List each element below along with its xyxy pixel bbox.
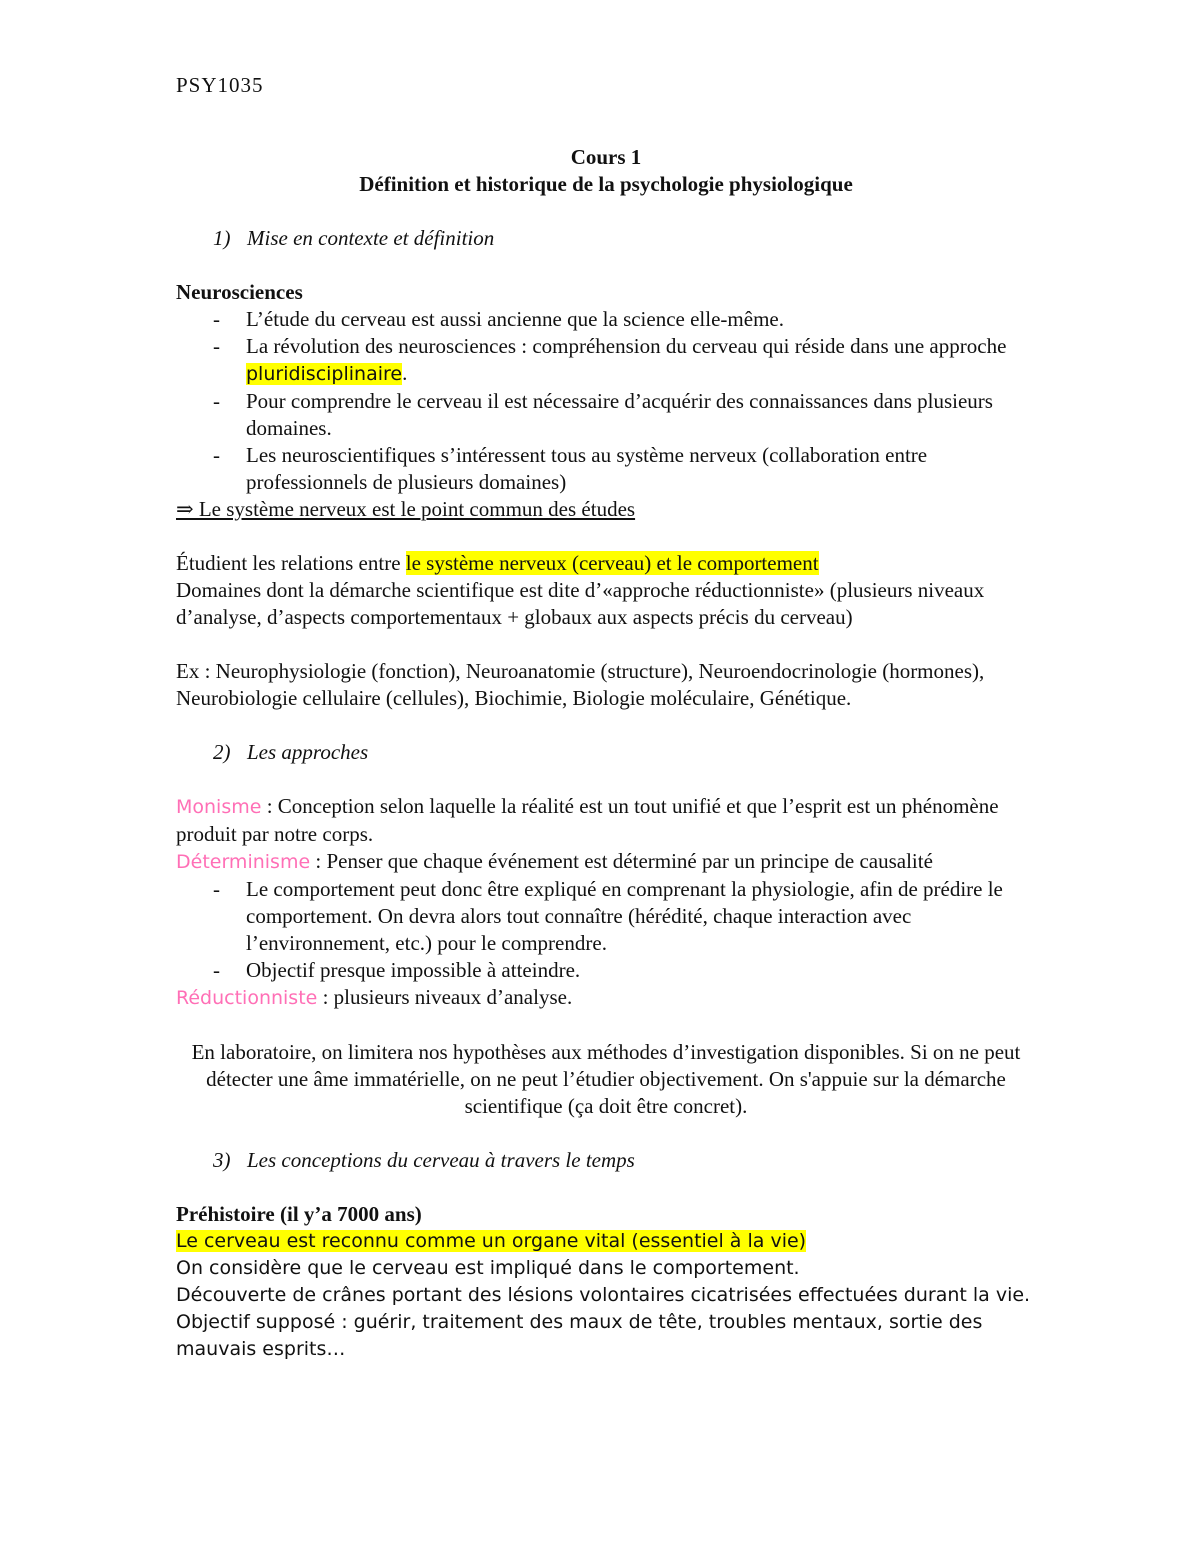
section-1-heading: [213, 225, 1036, 252]
prehistoire-heading: Préhistoire (il y’a 7000 ans): [176, 1202, 422, 1226]
prehistoire-line-1: On considère que le cerveau est impliqué dans le comportement.: [176, 1257, 800, 1279]
list-item: - Objectif presque impossible à atteindre.: [213, 958, 581, 982]
term-determinisme: Déterminisme: [176, 851, 311, 873]
document-body: [176, 144, 1036, 1363]
section-1-title: Mise en contexte et définition: [247, 226, 495, 250]
determinisme-list: [176, 876, 1036, 984]
list-item: - Pour comprendre le cerveau il est nécessaire d’acquérir des connaissances dans plusieurs domaines.: [213, 389, 993, 440]
course-number-title: Cours 1: [570, 145, 642, 169]
highlighted-text: Le cerveau est reconnu comme un organe vital (essentiel à la vie): [176, 1230, 807, 1252]
etudient-paragraph: Étudient les relations entre le système nerveux (cerveau) et le comportement: [176, 551, 819, 575]
domaines-paragraph: Domaines dont la démarche scientifique est dite d’«approche réductionniste» (plusieurs niveaux d’analyse, d’aspects comportementaux + globaux aux aspects précis du cerveau): [176, 578, 985, 629]
prehistoire-line-3: Objectif supposé : guérir, traitement des maux de tête, troubles mentaux, sortie des mauvais esprits…: [176, 1311, 983, 1360]
highlighted-text: le système nerveux (cerveau) et le comportement: [405, 551, 819, 575]
section-3-title: Les conceptions du cerveau à travers le temps: [247, 1148, 635, 1172]
course-code-header: PSY1035: [176, 73, 264, 97]
list-item: - Les neuroscientifiques s’intéressent tous au système nerveux (collaboration entre professionnels de plusieurs domaines): [213, 443, 928, 494]
section-2-number: 2): [213, 740, 231, 764]
term-monisme: Monisme: [176, 796, 262, 818]
list-item: - L’étude du cerveau est aussi ancienne que la science elle-même.: [213, 307, 784, 331]
neurosciences-heading: Neurosciences: [176, 280, 303, 304]
vital-organ-line: [176, 1228, 1036, 1255]
highlighted-text: pluridisciplinaire: [246, 363, 403, 385]
conclusion-line: ⇒ Le système nerveux est le point commun des études: [176, 497, 636, 521]
laboratoire-paragraph: En laboratoire, on limitera nos hypothèses aux méthodes d’investigation disponibles. Si on ne peut détecter une âme immatérielle, on ne peut l’étudier objectivement. On s'appuie sur la démarche scientifique (ça doit être concret).: [191, 1040, 1021, 1118]
list-item: - La révolution des neurosciences : compréhension du cerveau qui réside dans une approche pluridisciplinaire.: [213, 334, 1007, 385]
prehistoire-line-2: Découverte de crânes portant des lésions volontaires cicatrisées effectuées durant la vie.: [176, 1284, 1031, 1306]
section-2-title: Les approches: [247, 740, 369, 764]
section-1-number: 1): [213, 226, 231, 250]
list-item: - Le comportement peut donc être expliqué en comprenant la physiologie, afin de prédire le comportement. On devra alors tout connaître (hérédité, chaque interaction avec l’environnement, etc.) pour le comprendre.: [213, 877, 1003, 955]
monisme-definition: Monisme : Conception selon laquelle la réalité est un tout unifié et que l’esprit est un phénomène produit par notre corps.: [176, 794, 999, 846]
neurosciences-list: [176, 306, 1036, 496]
section-3-heading: [213, 1147, 1036, 1174]
section-3-number: 3): [213, 1148, 231, 1172]
section-2-heading: [213, 739, 1036, 766]
course-main-title: Définition et historique de la psychologie physiologique: [359, 172, 853, 196]
determinisme-definition: Déterminisme : Penser que chaque événement est déterminé par un principe de causalité: [176, 849, 933, 873]
reductionniste-definition: Réductionniste : plusieurs niveaux d’analyse.: [176, 985, 573, 1009]
examples-paragraph: Ex : Neurophysiologie (fonction), Neuroanatomie (structure), Neuroendocrinologie (hormones), Neurobiologie cellulaire (cellules), Biochimie, Biologie moléculaire, Génétique.: [176, 659, 985, 710]
term-reductionniste: Réductionniste: [176, 987, 318, 1009]
